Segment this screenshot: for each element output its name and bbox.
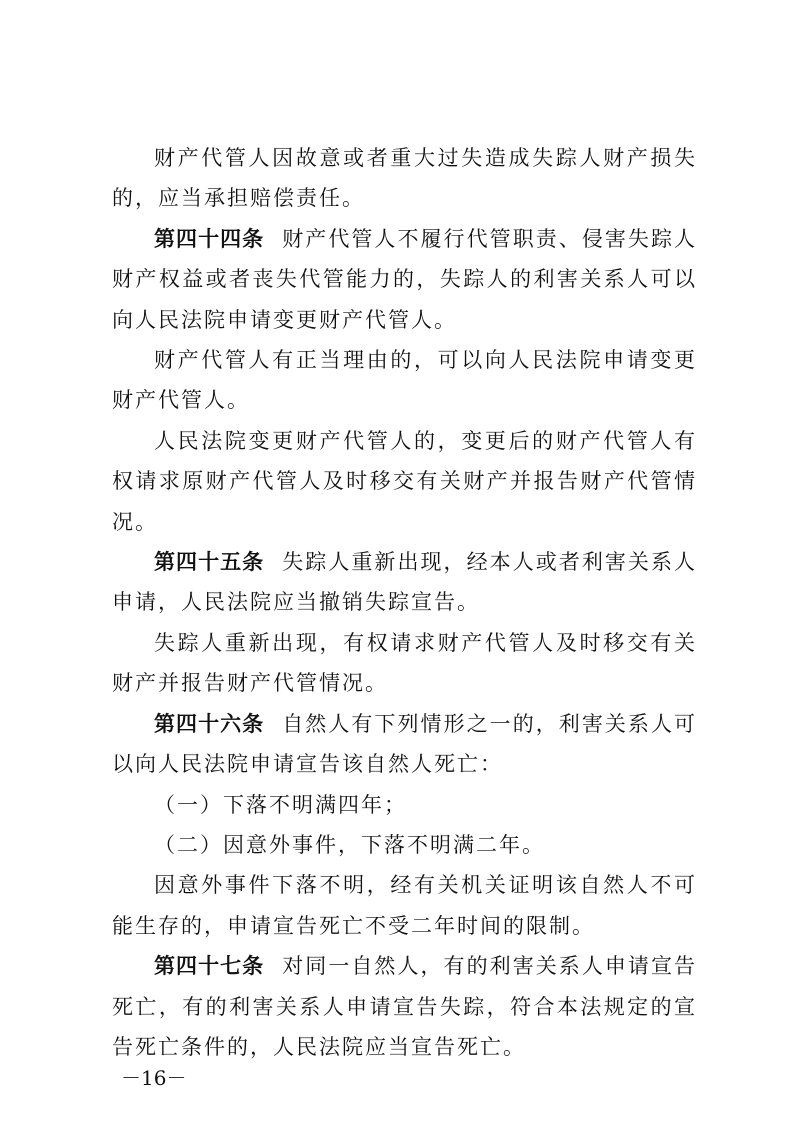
list-item <box>112 825 697 865</box>
article-heading: 第四十四条 <box>154 226 265 251</box>
paragraph <box>112 340 697 421</box>
article-paragraph <box>112 704 697 785</box>
paragraph <box>112 623 697 704</box>
paragraph-text: 对同一自然人，有的利害关系人申请宣告死亡，有的利害关系人申请宣告失踪，符合本法规定的宣告死亡条件的，人民法院应当宣告死亡。 <box>112 954 698 1059</box>
paragraph-text: 人民法院变更财产代管人的，变更后的财产代管人有权请求原财产代管人及时移交有关财产并报告财产代管情况。 <box>112 428 697 534</box>
paragraph-text: 财产代管人因故意或者重大过失造成失踪人财产损失的，应当承担赔偿责任。 <box>112 146 697 211</box>
list-item <box>112 785 697 825</box>
paragraph-text: （二）因意外事件，下落不明满二年。 <box>154 832 545 857</box>
article-paragraph <box>112 219 697 340</box>
page-number: －16－ <box>121 1066 187 1090</box>
paragraph-text: 自然人有下列情形之一的，利害关系人可以向人民法院申请宣告该自然人死亡： <box>112 711 698 777</box>
document-body <box>112 138 697 1067</box>
paragraph-text: 因意外事件下落不明，经有关机关证明该自然人不可能生存的，申请宣告死亡不受二年时间的限制。 <box>112 873 697 938</box>
paragraph <box>112 138 697 219</box>
paragraph-text: （一）下落不明满四年； <box>154 792 407 817</box>
paragraph-text: 财产代管人不履行代管职责、侵害失踪人财产权益或者丧失代管能力的，失踪人的利害关系人可以向人民法院申请变更财产代管人。 <box>112 226 698 332</box>
article-paragraph <box>112 542 697 623</box>
paragraph <box>112 421 697 542</box>
paragraph <box>112 865 697 946</box>
paragraph-text: 失踪人重新出现，经本人或者利害关系人申请，人民法院应当撤销失踪宣告。 <box>112 550 698 615</box>
article-heading: 第四十六条 <box>154 711 265 736</box>
article-heading: 第四十七条 <box>154 954 265 979</box>
paragraph-text: 财产代管人有正当理由的，可以向人民法院申请变更财产代管人。 <box>112 348 697 413</box>
paragraph-text: 失踪人重新出现，有权请求财产代管人及时移交有关财产并报告财产代管情况。 <box>112 630 697 696</box>
article-paragraph <box>112 946 697 1067</box>
article-heading: 第四十五条 <box>154 550 265 575</box>
